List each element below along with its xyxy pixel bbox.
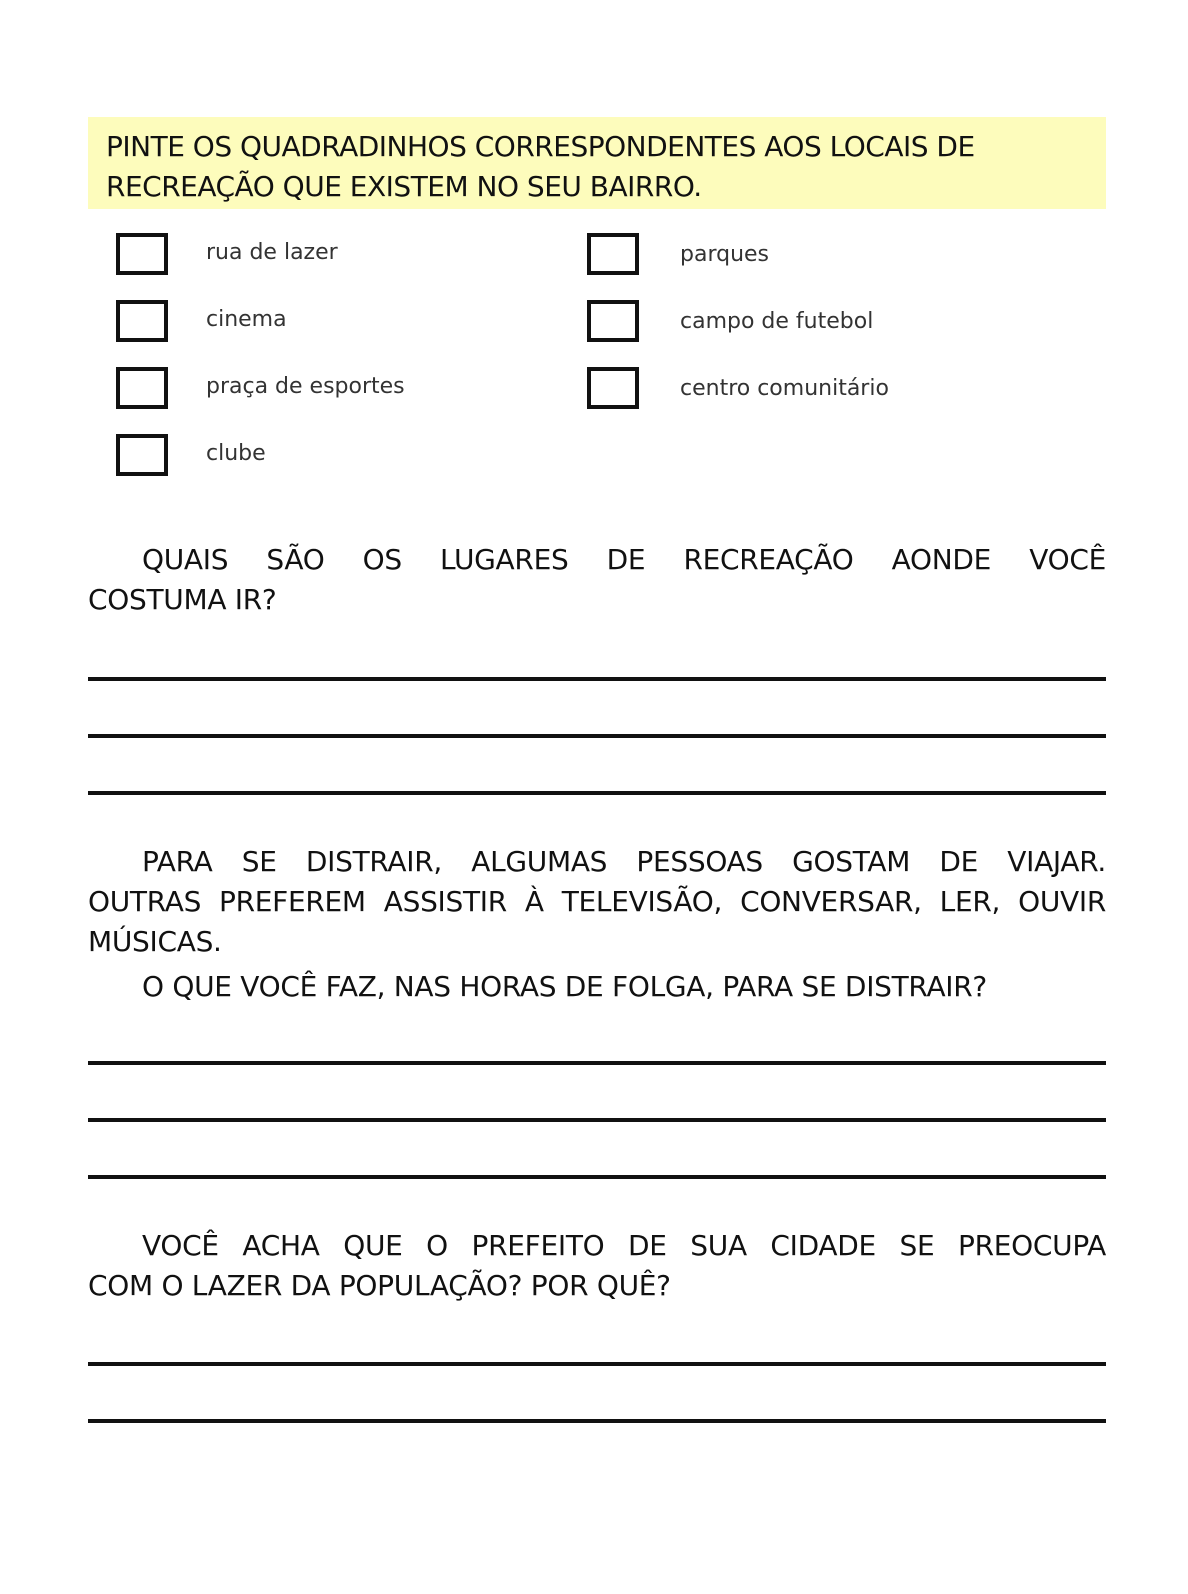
checkbox-clube[interactable]: [116, 434, 168, 476]
option-label-praca-de-esportes: praça de esportes: [206, 374, 405, 399]
option-label-campo-de-futebol: campo de futebol: [680, 309, 874, 334]
option-label-centro-comunitario: centro comunitário: [680, 376, 889, 401]
checkbox-rua-de-lazer[interactable]: [116, 233, 168, 275]
answer-line-1c[interactable]: [88, 791, 1106, 795]
question-2-line-2: OUTRAS PREFEREM ASSISTIR À TELEVISÃO, CONVERSAR, LER, OUVIR: [88, 885, 1106, 918]
option-label-rua-de-lazer: rua de lazer: [206, 240, 338, 265]
checkbox-cinema[interactable]: [116, 300, 168, 342]
answer-line-2a[interactable]: [88, 1061, 1106, 1065]
question-1-line-2: COSTUMA IR?: [88, 583, 277, 616]
question-2-line-3: MÚSICAS.: [88, 925, 222, 958]
option-label-clube: clube: [206, 441, 266, 466]
question-2: [88, 842, 1106, 1007]
question-3-line-1: VOCÊ ACHA QUE O PREFEITO DE SUA CIDADE SE PREOCUPA: [142, 1229, 1106, 1262]
checkbox-praca-de-esportes[interactable]: [116, 367, 168, 409]
checkbox-campo-de-futebol[interactable]: [587, 300, 639, 342]
answer-line-3b[interactable]: [88, 1419, 1106, 1423]
question-3-line-2: COM O LAZER DA POPULAÇÃO? POR QUÊ?: [88, 1269, 671, 1302]
question-3: [88, 1226, 1106, 1306]
checkbox-parques[interactable]: [587, 233, 639, 275]
question-2-line-1: PARA SE DISTRAIR, ALGUMAS PESSOAS GOSTAM DE VIAJAR.: [142, 845, 1106, 878]
answer-line-3a[interactable]: [88, 1362, 1106, 1366]
question-2-line-4: O QUE VOCÊ FAZ, NAS HORAS DE FOLGA, PARA SE DISTRAIR?: [142, 970, 987, 1003]
answer-line-1b[interactable]: [88, 734, 1106, 738]
answer-line-2b[interactable]: [88, 1118, 1106, 1122]
answer-line-1a[interactable]: [88, 677, 1106, 681]
option-label-parques: parques: [680, 242, 770, 267]
checkbox-centro-comunitario[interactable]: [587, 367, 639, 409]
question-1-line-1: QUAIS SÃO OS LUGARES DE RECREAÇÃO AONDE VOCÊ: [142, 543, 1106, 576]
question-1: [88, 540, 1106, 620]
instruction-line-1: PINTE OS QUADRADINHOS CORRESPONDENTES AOS LOCAIS DE: [106, 130, 975, 163]
option-label-cinema: cinema: [206, 307, 287, 332]
instruction-box: [88, 117, 1106, 209]
instruction-line-2: RECREAÇÃO QUE EXISTEM NO SEU BAIRRO.: [106, 170, 702, 203]
answer-line-2c[interactable]: [88, 1175, 1106, 1179]
